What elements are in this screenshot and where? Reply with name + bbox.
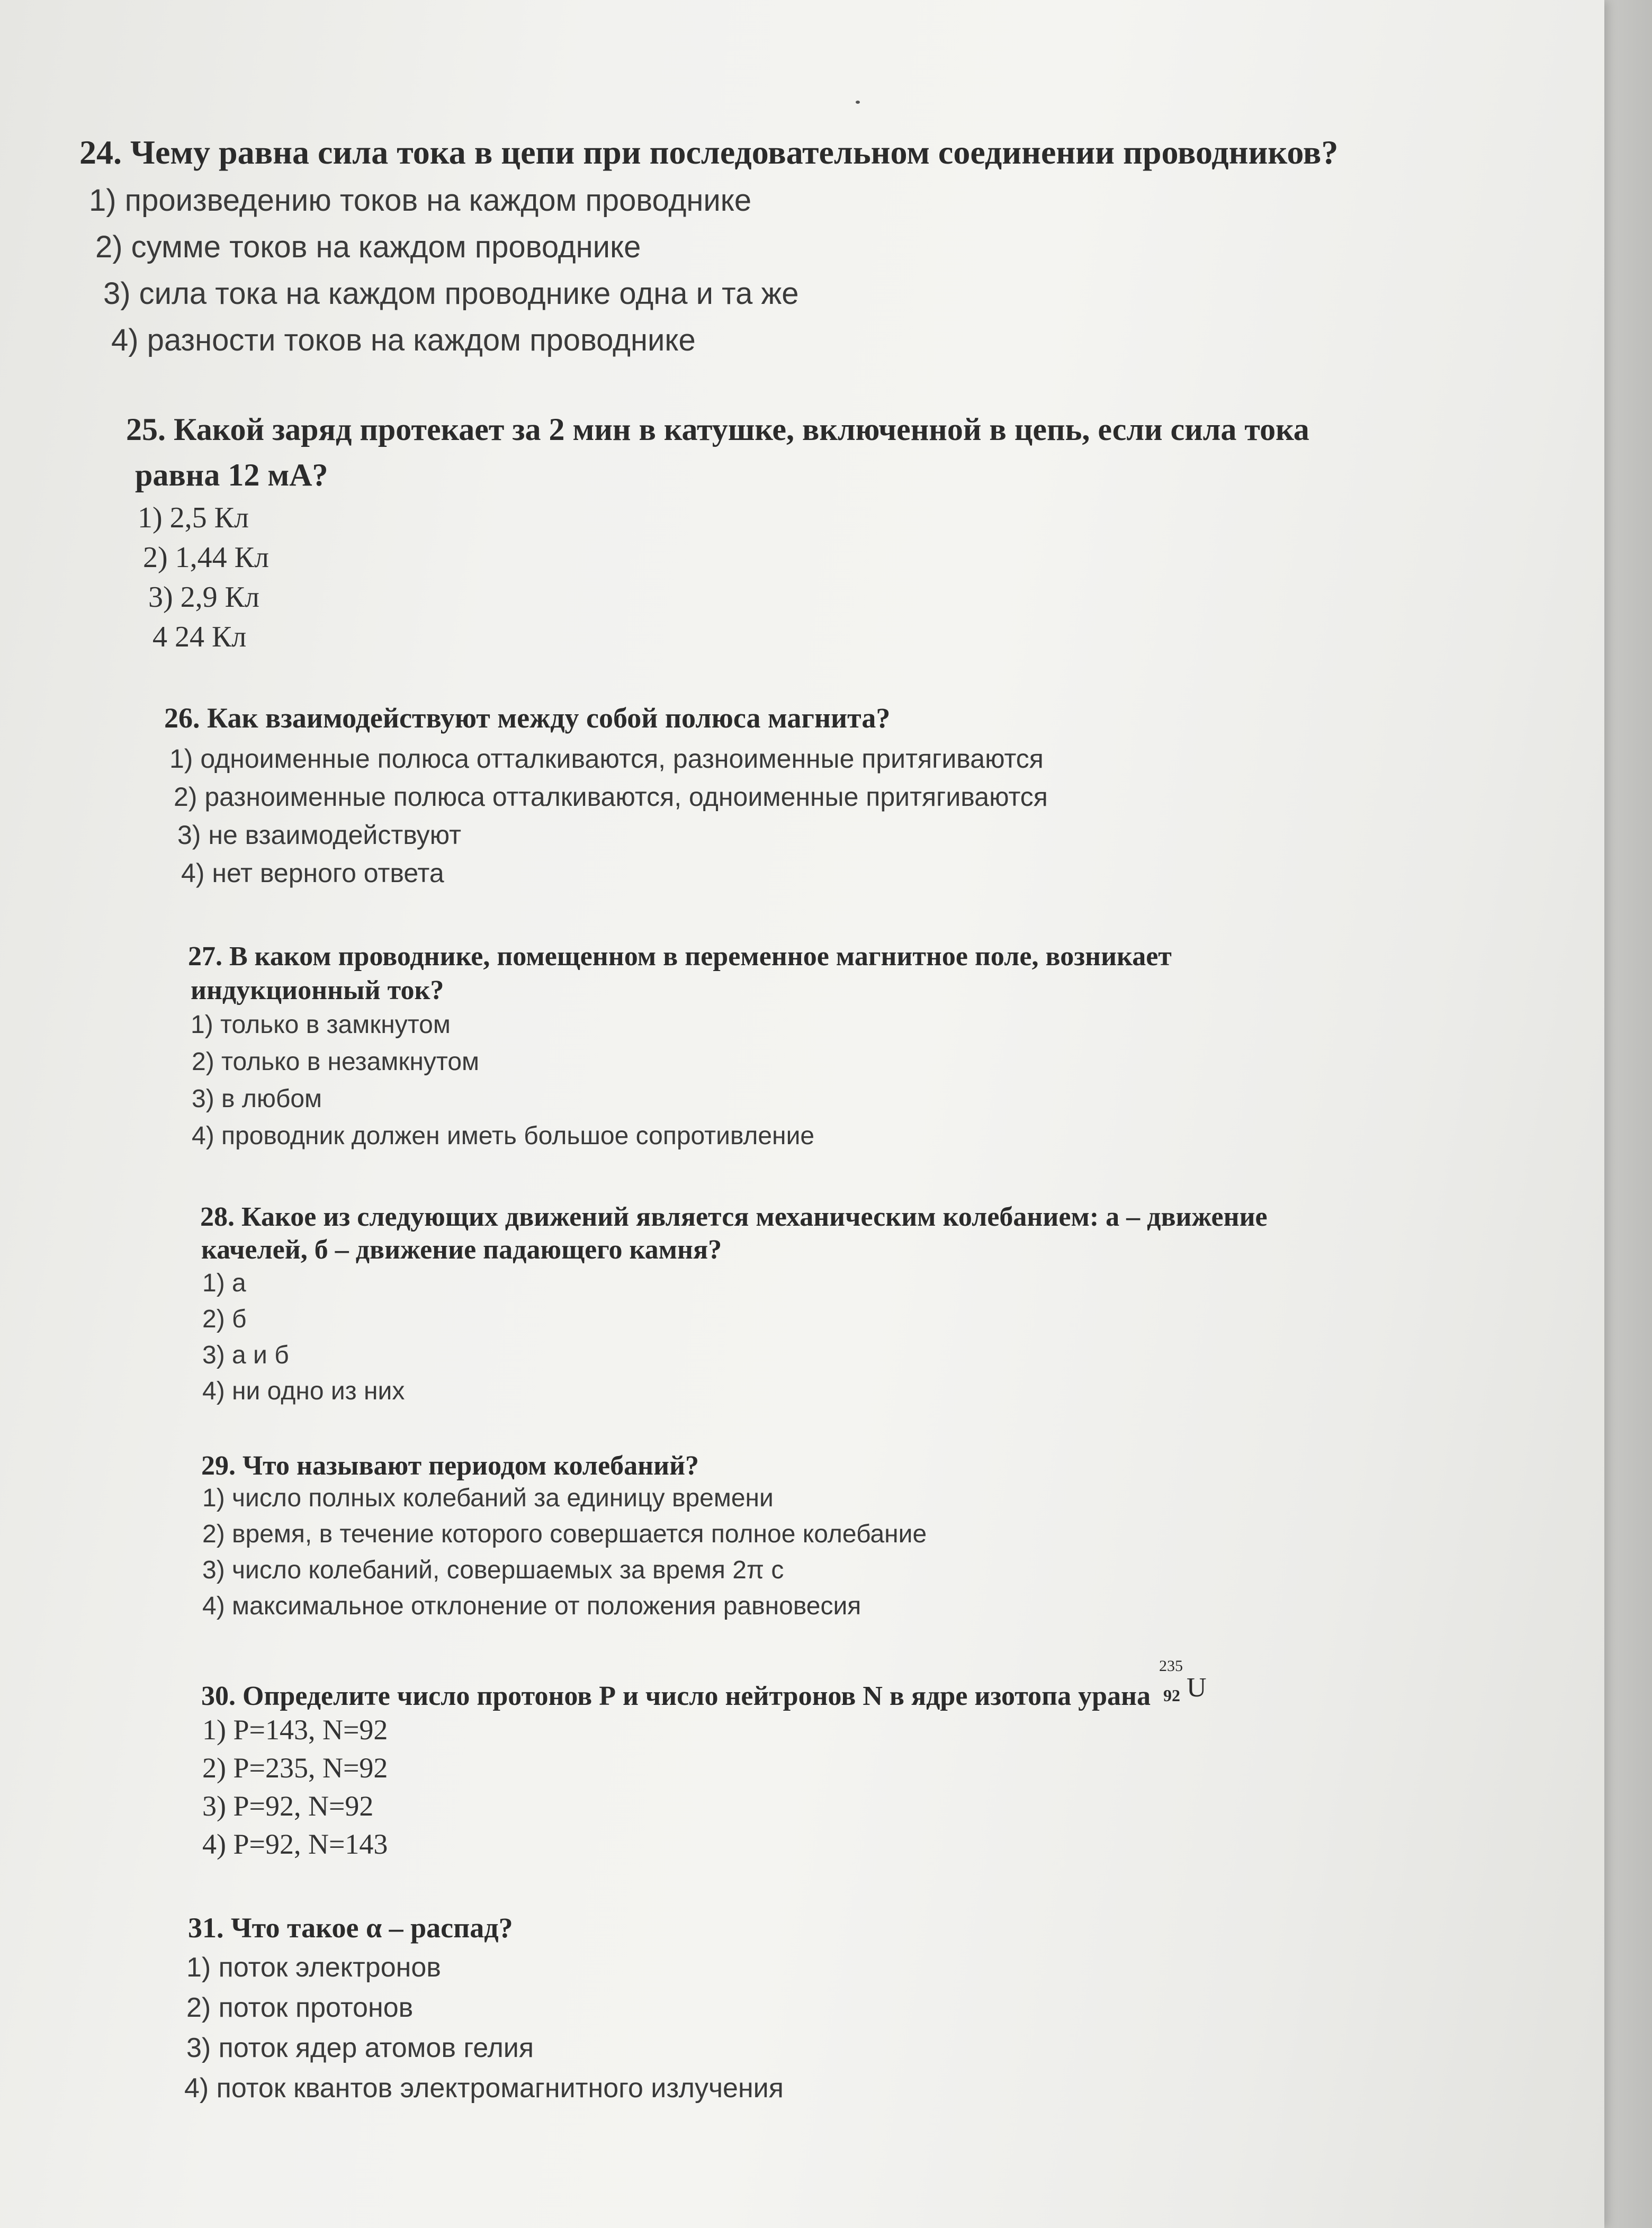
question-30-title: 30. Определите число протонов Р и число нейтронов N в ядре изотопа урана bbox=[201, 1681, 1151, 1711]
page-edge-shadow bbox=[1604, 0, 1652, 2228]
question-31-option-3: 3) поток ядер атомов гелия bbox=[186, 2033, 534, 2063]
question-25-option-4: 4 24 Кл bbox=[152, 621, 247, 653]
question-30-option-2: 2) Р=235, N=92 bbox=[202, 1752, 388, 1784]
question-25-option-2: 2) 1,44 Кл bbox=[143, 541, 269, 574]
question-25-title-line-1: 25. Какой заряд протекает за 2 мин в катушке, включенной в цепь, если сила тока bbox=[126, 412, 1309, 447]
question-26-option-4: 4) нет верного ответа bbox=[181, 858, 444, 888]
isotope-symbol: U bbox=[1186, 1673, 1207, 1703]
question-29-option-2: 2) время, в течение которого совершается полное колебание bbox=[202, 1520, 927, 1548]
question-26-option-3: 3) не взаимодействуют bbox=[177, 820, 461, 850]
isotope-notation bbox=[1153, 1657, 1232, 1705]
question-28-option-2: 2) б bbox=[202, 1305, 247, 1333]
question-28-title-line-1: 28. Какое из следующих движений является механическим колебанием: а – движение bbox=[200, 1202, 1268, 1232]
question-29-option-1: 1) число полных колебаний за единицу времени bbox=[202, 1484, 774, 1512]
question-28-option-3: 3) а и б bbox=[202, 1341, 289, 1369]
question-24-option-3: 3) сила тока на каждом проводнике одна и та же bbox=[103, 276, 799, 311]
question-29-option-4: 4) максимальное отклонение от положения равновесия bbox=[202, 1592, 861, 1620]
question-30-option-1: 1) Р=143, N=92 bbox=[202, 1714, 388, 1746]
question-26-option-2: 2) разноименные полюса отталкиваются, одноименные притягиваются bbox=[174, 782, 1048, 812]
question-27-option-3: 3) в любом bbox=[192, 1085, 322, 1113]
question-27-option-1: 1) только в замкнутом bbox=[191, 1011, 451, 1039]
question-30-title-row bbox=[201, 1657, 1232, 1712]
question-27-title-line-1: 27. В каком проводнике, помещенном в переменное магнитное поле, возникает bbox=[188, 941, 1172, 972]
question-24-option-4: 4) разности токов на каждом проводнике bbox=[111, 323, 696, 357]
question-26-title: 26. Как взаимодействуют между собой полюса магнита? bbox=[164, 702, 891, 734]
isotope-mass-number: 235 bbox=[1159, 1657, 1183, 1675]
question-28-title-line-2: качелей, б – движение падающего камня? bbox=[201, 1235, 722, 1265]
question-25-option-1: 1) 2,5 Кл bbox=[138, 501, 249, 534]
question-29-option-3: 3) число колебаний, совершаемых за время 2π с bbox=[202, 1556, 784, 1584]
question-25-option-3: 3) 2,9 Кл bbox=[148, 581, 259, 614]
question-31-option-1: 1) поток электронов bbox=[186, 1952, 441, 1983]
question-31-option-4: 4) поток квантов электромагнитного излучения bbox=[184, 2073, 784, 2104]
question-24 bbox=[79, 132, 1338, 173]
question-27-option-2: 2) только в незамкнутом bbox=[192, 1048, 480, 1076]
question-24-title: 24. Чему равна сила тока в цепи при последовательном соединении проводников? bbox=[79, 133, 1339, 171]
question-27-option-4: 4) проводник должен иметь большое сопротивление bbox=[192, 1122, 815, 1150]
question-31-title: 31. Что такое α – распад? bbox=[188, 1912, 513, 1944]
question-29-title: 29. Что называют периодом колебаний? bbox=[201, 1451, 699, 1481]
question-27-title-line-2: индукционный ток? bbox=[191, 975, 444, 1005]
question-25-title-line-2: равна 12 мА? bbox=[135, 457, 328, 492]
question-31-option-2: 2) поток протонов bbox=[186, 1992, 414, 2023]
question-26-option-1: 1) одноименные полюса отталкиваются, разноименные притягиваются bbox=[169, 744, 1044, 774]
question-28-option-4: 4) ни одно из них bbox=[202, 1377, 405, 1405]
ink-speck bbox=[856, 101, 860, 104]
question-24-option-1: 1) произведению токов на каждом проводнике bbox=[89, 183, 752, 218]
question-24-option-2: 2) сумме токов на каждом проводнике bbox=[95, 230, 641, 264]
question-30-option-4: 4) Р=92, N=143 bbox=[202, 1828, 388, 1860]
question-28-option-1: 1) а bbox=[202, 1269, 246, 1297]
question-30-option-3: 3) Р=92, N=92 bbox=[202, 1790, 374, 1822]
isotope-atomic-number: 92 bbox=[1163, 1686, 1180, 1705]
